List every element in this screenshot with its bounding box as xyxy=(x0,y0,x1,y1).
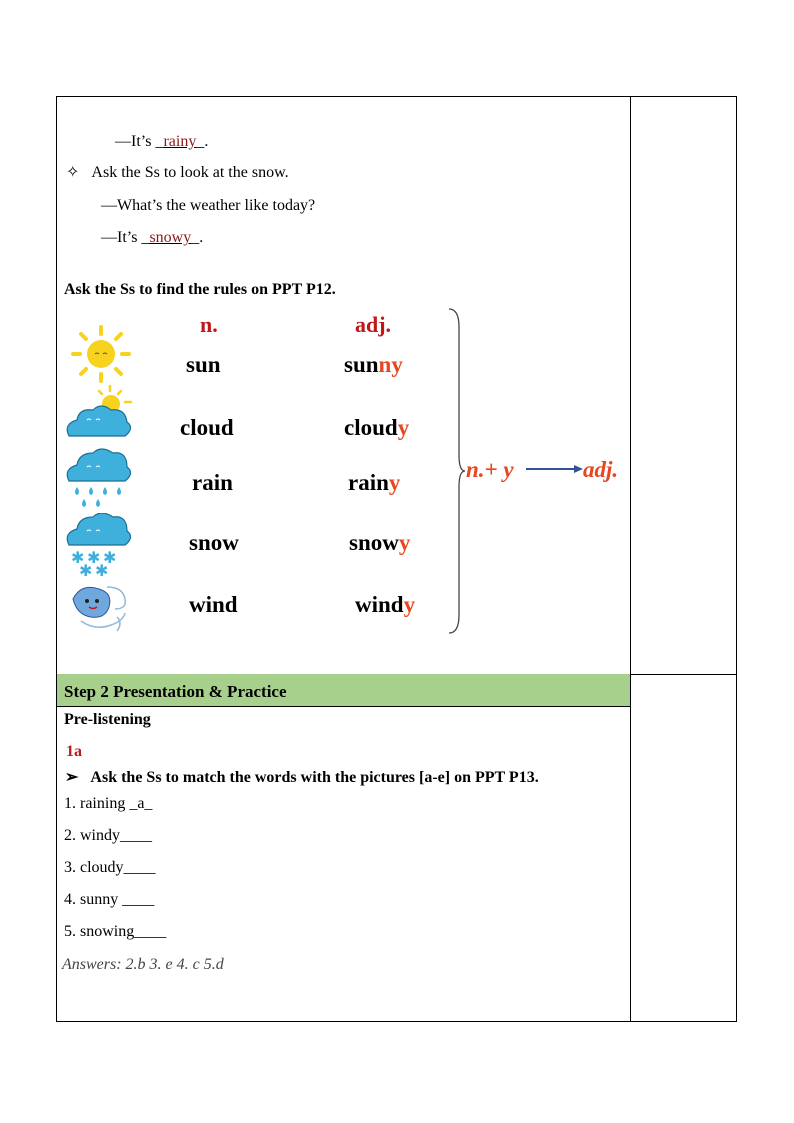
rule-left: n.+ y xyxy=(466,457,514,482)
sun-icon xyxy=(69,324,133,384)
answers-line: Answers: 2.b 3. e 4. c 5.d xyxy=(62,956,224,973)
noun-cloud: cloud xyxy=(180,415,234,440)
adj-rainy: rainy xyxy=(348,470,401,495)
noun-sun: sun xyxy=(186,352,221,377)
match-item-4: 4. sunny ____ xyxy=(64,891,155,908)
rule-right: adj. xyxy=(583,457,619,482)
svg-text:✱: ✱ xyxy=(87,548,101,567)
adj-windy: windy xyxy=(355,592,416,617)
blank-rainy: _rainy_ xyxy=(155,133,205,150)
arrow-bullet-icon: ➢ xyxy=(65,769,79,786)
column-divider xyxy=(630,97,631,1021)
find-rules-instruction: Ask the Ss to find the rules on PPT P12. xyxy=(64,281,336,298)
match-item-5: 5. snowing____ xyxy=(64,923,167,940)
noun-header: n. xyxy=(200,312,218,337)
step2-title: Step 2 Presentation & Practice xyxy=(64,682,287,701)
right-brace xyxy=(447,307,467,635)
snow-cloud-icon xyxy=(63,513,135,577)
adj-sunny: sunny xyxy=(344,352,403,377)
noun-snow: snow xyxy=(189,530,239,555)
match-item-3: 3. cloudy____ xyxy=(64,859,156,876)
step2-header-band xyxy=(57,674,630,707)
svg-text:✱: ✱ xyxy=(95,561,109,577)
svg-text:✱: ✱ xyxy=(71,548,85,567)
noun-rain: rain xyxy=(192,470,233,495)
answer-line-snowy: —It’s _snowy_. xyxy=(101,229,204,246)
answer-line-rainy: —It’s _rainy_. xyxy=(115,133,209,150)
section-1a: 1a xyxy=(66,743,82,760)
rain-cloud-icon xyxy=(63,447,135,511)
wind-icon xyxy=(67,577,133,635)
svg-text:✱: ✱ xyxy=(103,548,117,567)
match-item-2: 2. windy____ xyxy=(64,827,152,844)
pre-listening-heading: Pre-listening xyxy=(64,711,151,728)
adj-snowy: snowy xyxy=(349,530,411,555)
noun-wind: wind xyxy=(189,592,238,617)
arrow-right-icon xyxy=(526,463,584,475)
instruction-snow: ✧ Ask the Ss to look at the snow. xyxy=(66,164,289,181)
blank-snowy: _snowy_ xyxy=(141,229,200,246)
adj-header: adj. xyxy=(355,312,392,337)
match-item-1: 1. raining _a_ xyxy=(64,795,153,812)
diamond-bullet-icon: ✧ xyxy=(66,164,80,181)
cloud-sun-icon xyxy=(63,384,135,440)
svg-text:✱: ✱ xyxy=(79,561,93,577)
adj-cloudy: cloudy xyxy=(344,415,410,440)
match-instruction: ➢ Ask the Ss to match the words with the pictures [a-e] on PPT P13. xyxy=(65,769,539,786)
lesson-table xyxy=(56,96,737,1022)
weather-question: —What’s the weather like today? xyxy=(101,197,316,214)
